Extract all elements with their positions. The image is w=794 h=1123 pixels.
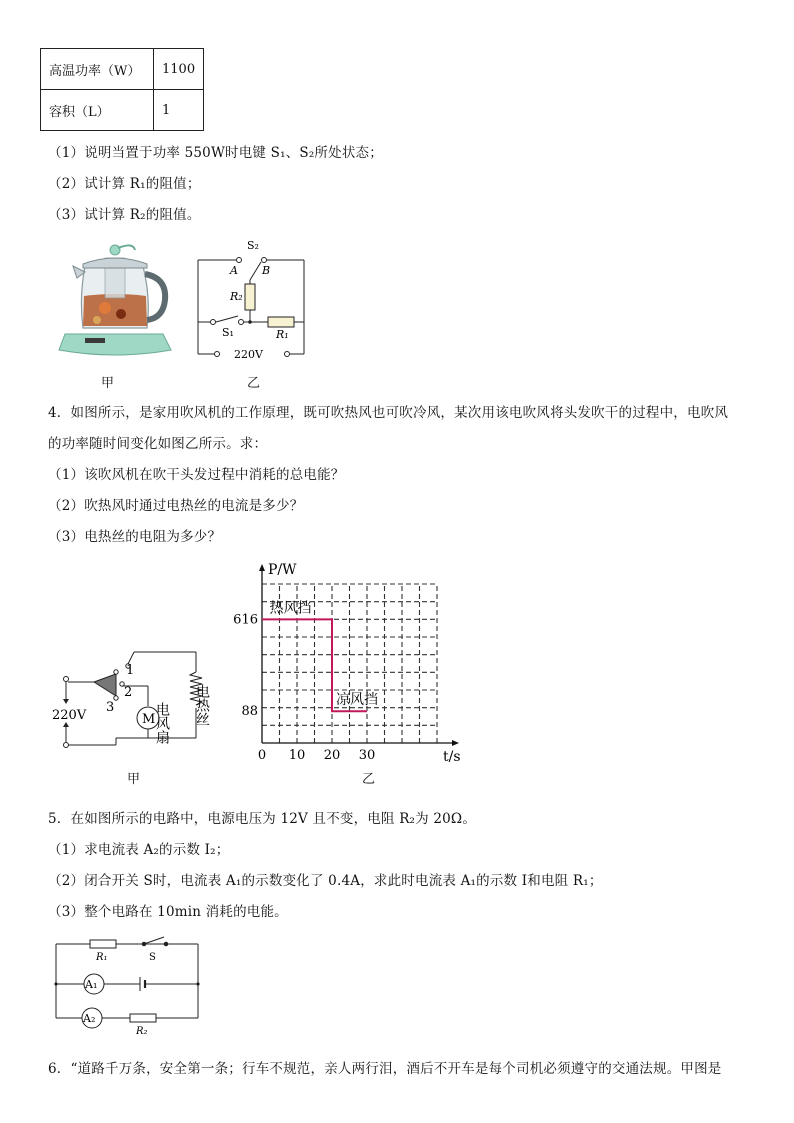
q3-part1: （1）说明当置于功率 550W时电键 S₁、S₂所处状态； xyxy=(48,145,383,161)
label-s1: S₁ xyxy=(222,326,234,339)
chart-y-axis-label: P/W xyxy=(268,562,297,578)
annotation-cool-air: 凉风挡 xyxy=(336,692,378,709)
label-s2: S₂ xyxy=(247,239,259,252)
label-r2: R₂ xyxy=(230,290,243,303)
table-cell-value: 1 xyxy=(154,90,204,131)
table-cell-label: 容积（L） xyxy=(41,90,154,131)
power-time-chart xyxy=(228,556,478,766)
contact-3-label: 3 xyxy=(106,700,115,715)
x-axis-arrow xyxy=(452,740,459,746)
contact-2-label: 2 xyxy=(124,685,133,700)
table-cell-label: 高温功率（W） xyxy=(41,49,154,90)
q3-part3: （3）试计算 R₂的阻值。 xyxy=(48,207,201,223)
label-r1: R₁ xyxy=(276,328,289,341)
spec-table xyxy=(40,48,204,131)
label-220v-q4: 220V xyxy=(52,708,87,723)
x-tick-label: 0 xyxy=(257,748,267,763)
x-tick-label: 10 xyxy=(288,748,306,763)
chart-annotations xyxy=(270,599,379,708)
annotation-hot-air: 热风挡 xyxy=(269,600,312,617)
q4-circuit-diagram xyxy=(44,640,230,752)
chart-ticks xyxy=(233,612,375,763)
table-cell-value: 1100 xyxy=(154,49,204,90)
chart-x-axis-label: t/s xyxy=(443,749,461,765)
q3-figure-caption-yi: 乙 xyxy=(247,376,261,391)
y-axis-arrow xyxy=(259,564,265,571)
y-tick-label: 88 xyxy=(241,704,258,720)
table-row xyxy=(41,49,204,90)
contact-1-label: 1 xyxy=(126,663,135,678)
q3-part2: （2）试计算 R₁的阻值； xyxy=(48,176,201,192)
fan-label: 电风扇 xyxy=(154,702,170,744)
q4-figure-caption-yi: 乙 xyxy=(362,772,376,787)
ammeter-a1-label: A₁ xyxy=(85,978,98,991)
motor-symbol: M xyxy=(142,712,156,727)
q4-figure-caption-jia: 甲 xyxy=(127,772,141,787)
label-r2-q5: R₂ xyxy=(136,1026,148,1037)
q5-part2: （2）闭合开关 S时，电流表 A₁的示数变化了 0.4A，求此时电流表 A₁的示数 I和电阻 R₁； xyxy=(48,873,603,889)
q4-intro-line1: 4．如图所示，是家用吹风机的工作原理，既可吹热风也可吹冷风，某次用该电吹风将头发吹干的过程中，电吹风 xyxy=(48,405,729,421)
q4-intro-line2: 的功率随时间变化如图乙所示。求： xyxy=(48,436,268,452)
label-b: B xyxy=(262,264,271,277)
q5-part3: （3）整个电路在 10min 消耗的电能。 xyxy=(48,904,288,920)
label-a: A xyxy=(230,264,238,277)
q3-circuit-diagram xyxy=(190,232,320,364)
table-row xyxy=(41,90,204,131)
q6-intro: 6．“道路千万条，安全第一条；行车不规范，亲人两行泪，酒后不开车是每个司机必须遵守的交通法规。甲图是 xyxy=(48,1061,722,1077)
q5-intro: 5．在如图所示的电路中，电源电压为 12V 且不变，电阻 R₂为 20Ω。 xyxy=(48,811,477,827)
q5-circuit-diagram xyxy=(48,934,208,1038)
x-tick-label: 30 xyxy=(358,748,376,763)
label-r1-q5: R₁ xyxy=(96,952,108,963)
q4-part3: （3）电热丝的电阻为多少？ xyxy=(48,529,222,545)
kettle-illustration xyxy=(55,238,175,364)
x-tick-label: 20 xyxy=(323,748,341,763)
q5-part1: （1）求电流表 A₂的示数 I₂； xyxy=(48,842,230,858)
q4-part2: （2）吹热风时通过电热丝的电流是多少？ xyxy=(48,498,304,514)
ammeter-a2-label: A₂ xyxy=(83,1012,96,1025)
y-tick-label: 616 xyxy=(233,612,258,628)
label-220v: 220V xyxy=(234,348,263,361)
heater-label: 电热丝 xyxy=(194,684,210,726)
label-s-q5: S xyxy=(149,952,156,963)
q3-figure-caption-jia: 甲 xyxy=(101,376,115,391)
q4-part1: （1）该吹风机在吹干头发过程中消耗的总电能？ xyxy=(48,467,345,483)
